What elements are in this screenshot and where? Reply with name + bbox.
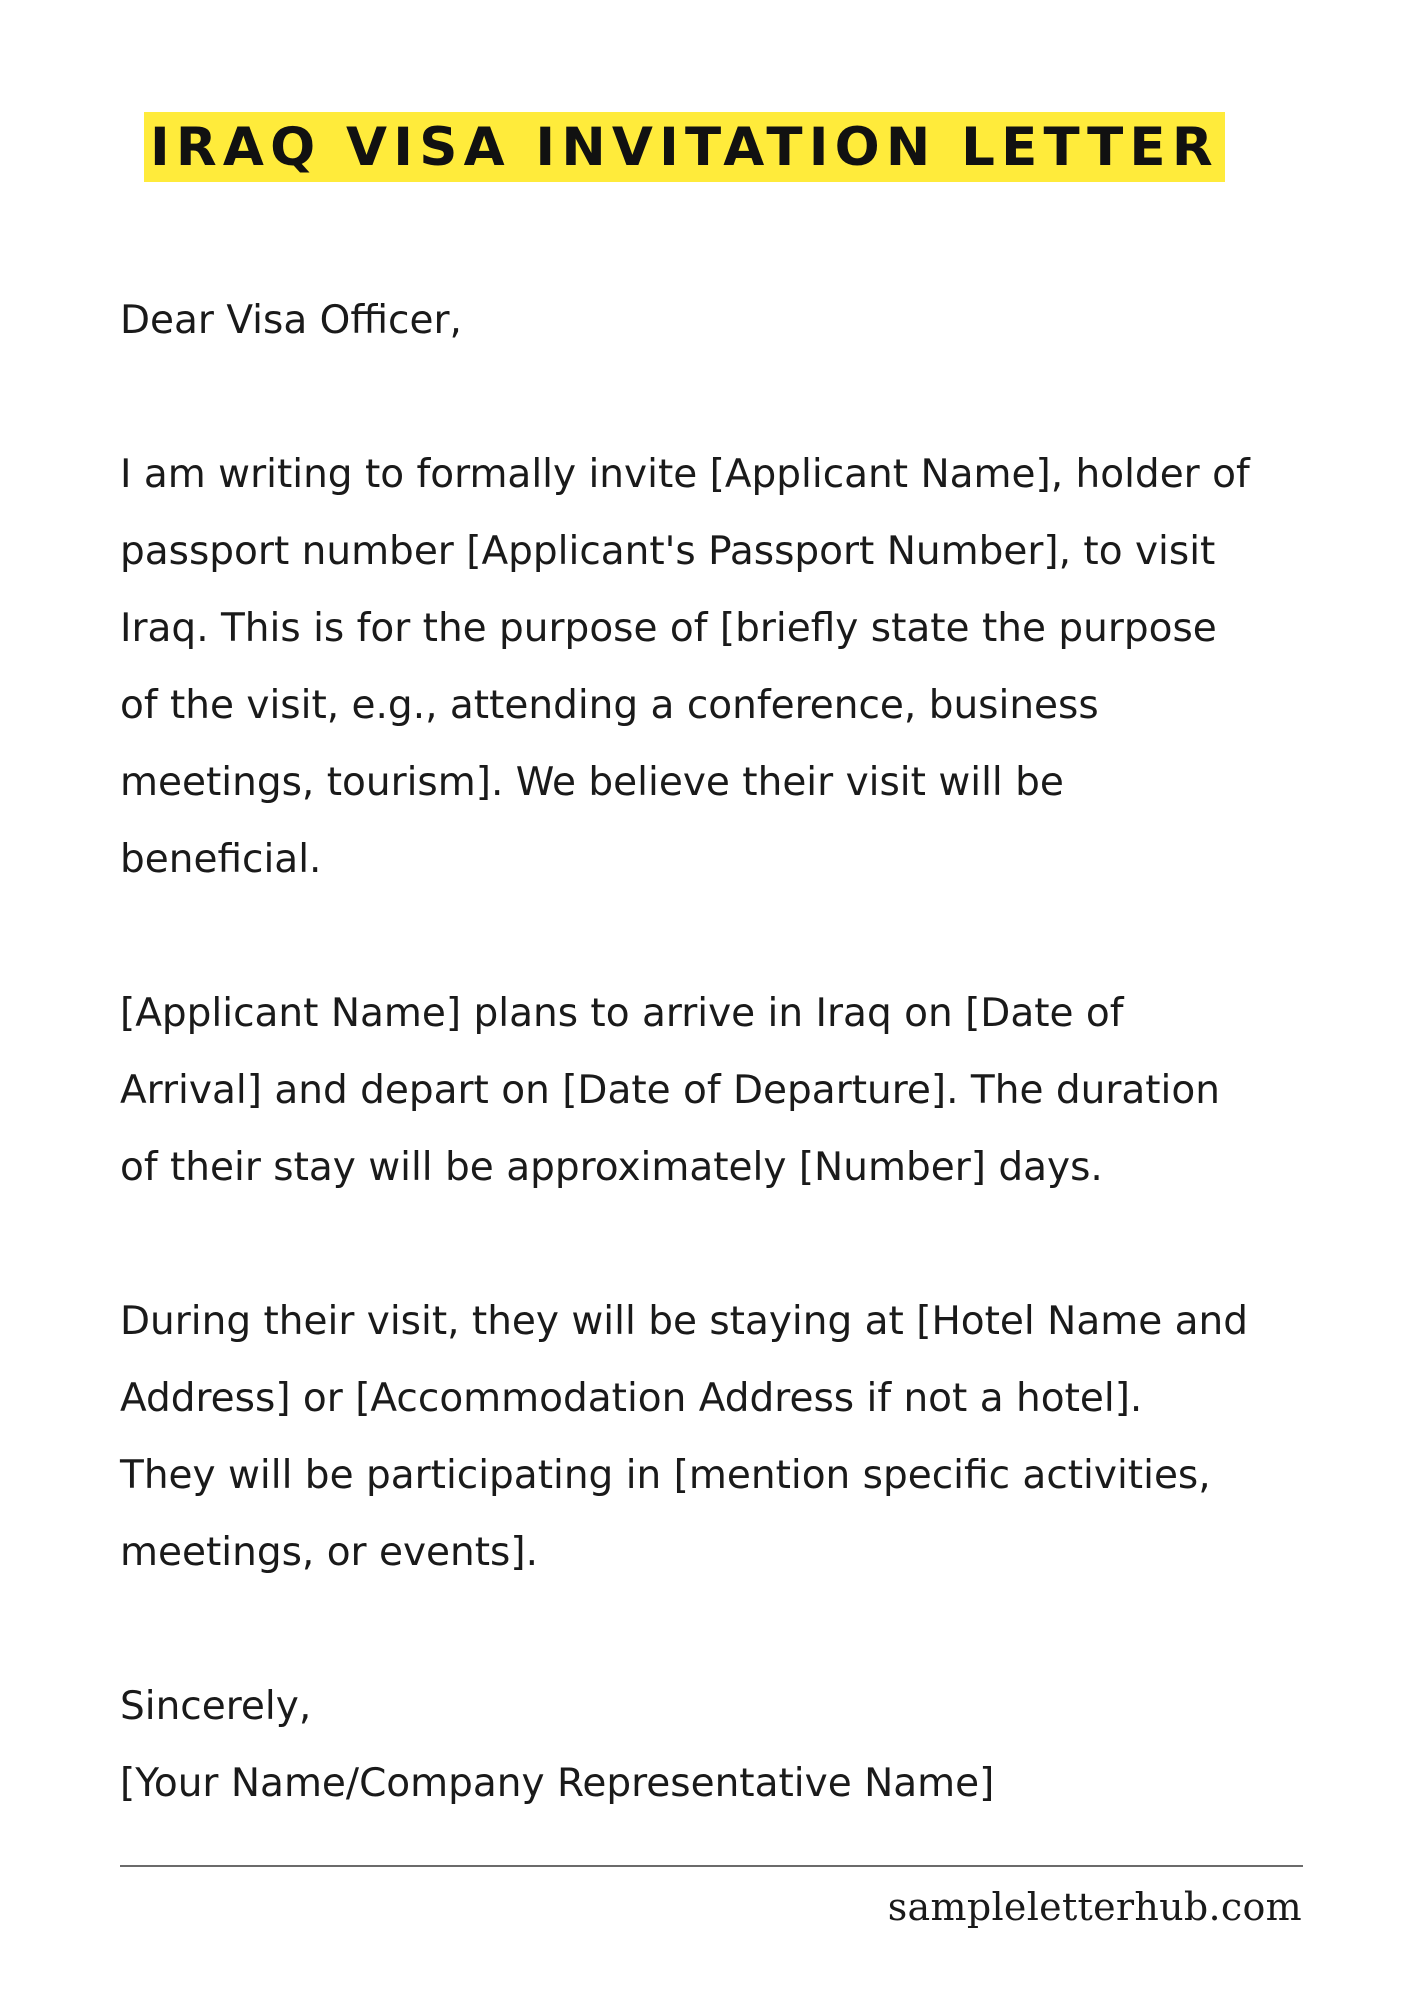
signature: [Your Name/Company Representative Name] [120, 1761, 995, 1806]
salutation: Dear Visa Officer, [120, 298, 462, 343]
paragraph-invitation [120, 436, 1370, 898]
text-line: meetings, tourism]. We believe their visit will be [120, 760, 1064, 805]
text-line: Address] or [Accommodation Address if not a hotel]. [120, 1376, 1143, 1421]
text-line: Arrival] and depart on [Date of Departure]. The duration [120, 1068, 1220, 1113]
closing: Sincerely, [120, 1684, 312, 1729]
text-line: passport number [Applicant's Passport Number], to visit [120, 529, 1216, 574]
text-line: meetings, or events]. [120, 1530, 538, 1575]
paragraph-travel-dates [120, 975, 1370, 1206]
paragraph-gap [120, 898, 1370, 975]
text-line: [Applicant Name] plans to arrive in Iraq on [Date of [120, 991, 1124, 1036]
text-line: Iraq. This is for the purpose of [briefly state the purpose [120, 606, 1217, 651]
letter-body [120, 282, 1370, 1822]
text-line: They will be participating in [mention specific activities, [120, 1453, 1211, 1498]
paragraph-accommodation [120, 1283, 1370, 1591]
text-line: beneficial. [120, 837, 322, 882]
text-line: I am writing to formally invite [Applicant Name], holder of [120, 452, 1250, 497]
paragraph-gap [120, 359, 1370, 436]
title-highlight [144, 112, 1225, 182]
paragraph-gap [120, 1591, 1370, 1668]
text-line: of the visit, e.g., attending a conference, business [120, 683, 1099, 728]
paragraph-gap [120, 1206, 1370, 1283]
text-line: During their visit, they will be staying at [Hotel Name and [120, 1299, 1248, 1344]
footer-divider [120, 1865, 1303, 1867]
letter-title: IRAQ VISA INVITATION LETTER [150, 116, 1219, 178]
text-line: of their stay will be approximately [Number] days. [120, 1145, 1103, 1190]
footer-brand: sampleletterhub.com [887, 1885, 1302, 1929]
